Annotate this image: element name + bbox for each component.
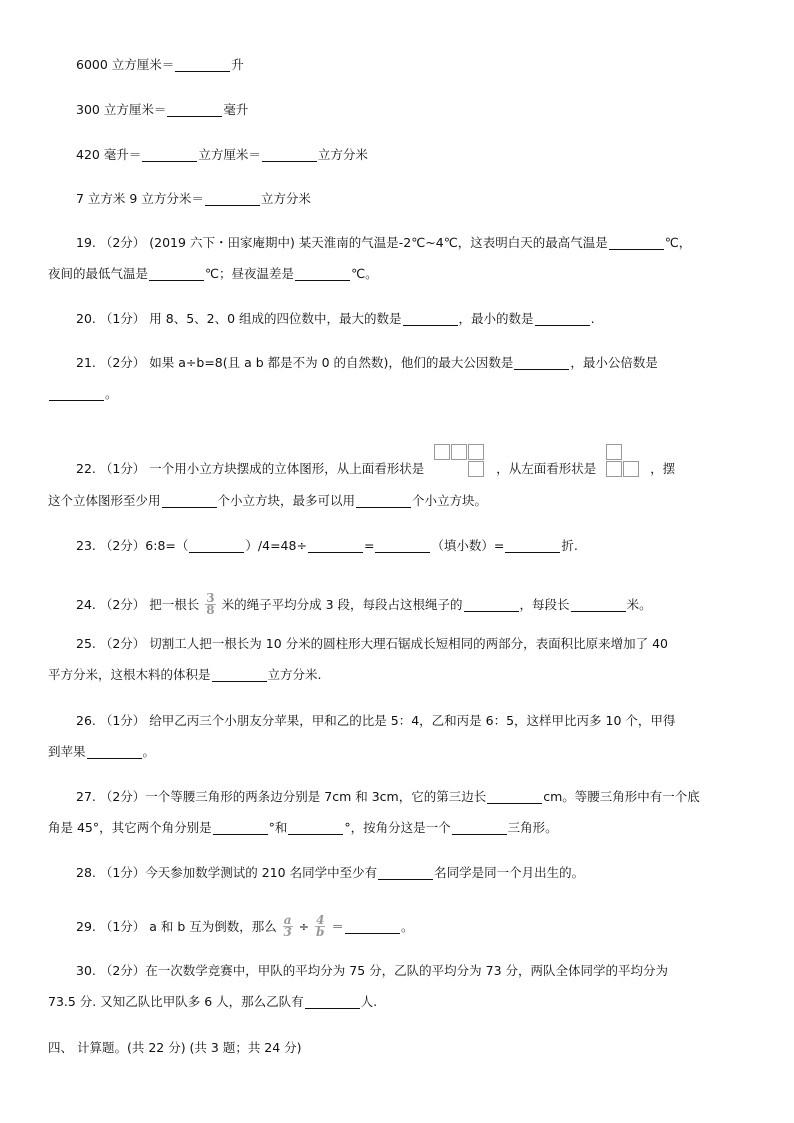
question-line bbox=[76, 232, 691, 252]
question-text: 6000 立方厘米＝ bbox=[76, 57, 175, 72]
question-line bbox=[48, 991, 377, 1011]
answer-blank[interactable] bbox=[378, 865, 433, 880]
question-text: ，摆 bbox=[650, 461, 676, 476]
answer-blank[interactable] bbox=[205, 191, 260, 206]
question-text: 折. bbox=[561, 538, 578, 553]
question-text: ，从左面看形状是 bbox=[496, 461, 597, 476]
question-line bbox=[76, 54, 244, 74]
question-text: 夜间的最低气温是 bbox=[48, 266, 149, 281]
question-text: 420 毫升＝ bbox=[76, 147, 142, 162]
question-text: = bbox=[363, 537, 375, 553]
question-text: 到苹果 bbox=[48, 744, 86, 759]
question-text: . bbox=[590, 310, 595, 326]
question-text: 人. bbox=[360, 994, 378, 1009]
question-text: 27. （2分）一个等腰三角形的两条边分别是 7cm 和 3cm，它的第三边长 bbox=[76, 789, 487, 804]
question-text: ℃；昼夜温差是 bbox=[205, 266, 295, 281]
top-view-figure bbox=[434, 444, 486, 478]
cube-square bbox=[606, 461, 622, 477]
question-text: 22. （1分） 一个用小立方块摆成的立体图形，从上面看形状是 bbox=[76, 461, 425, 476]
question-text: 米。 bbox=[626, 597, 652, 612]
answer-blank[interactable] bbox=[356, 493, 411, 508]
fraction-numerator: a bbox=[283, 912, 292, 927]
question-line bbox=[76, 352, 658, 372]
answer-blank[interactable] bbox=[288, 820, 343, 835]
question-text: 7 立方米 9 立方分米＝ bbox=[76, 191, 204, 206]
question-line bbox=[76, 862, 584, 882]
question-line bbox=[76, 99, 248, 119]
question-text: 20. （1分） 用 8、5、2、0 组成的四位数中，最大的数是 bbox=[76, 311, 402, 326]
answer-blank[interactable] bbox=[464, 597, 519, 612]
question-text: 30. （2分）在一次数学竞赛中，甲队的平均分为 75 分，乙队的平均分为 73 分，两队全体同学的平均分为 bbox=[76, 963, 669, 978]
question-text: 21. （2分） 如果 a÷b=8(且 a b 都是不为 0 的自然数)，他们的最大公因数是 bbox=[76, 355, 514, 370]
question-line bbox=[76, 458, 675, 478]
fraction-denominator: 3 bbox=[283, 924, 292, 939]
question-line bbox=[76, 144, 368, 164]
cube-square bbox=[623, 461, 639, 477]
answer-blank[interactable] bbox=[535, 311, 590, 326]
question-text: 毫升 bbox=[223, 102, 249, 117]
question-line bbox=[76, 188, 311, 208]
question-text: 个小立方块。 bbox=[412, 493, 488, 508]
question-line bbox=[76, 590, 652, 617]
answer-blank[interactable] bbox=[305, 994, 360, 1009]
answer-blank[interactable] bbox=[213, 820, 268, 835]
answer-blank[interactable] bbox=[375, 538, 430, 553]
answer-blank[interactable] bbox=[142, 147, 197, 162]
fraction bbox=[283, 912, 293, 939]
question-line bbox=[48, 817, 558, 837]
question-text: 个小立方块，最多可以用 bbox=[217, 493, 356, 508]
question-text: 24. （2分） 把一根长 bbox=[76, 597, 200, 612]
answer-blank[interactable] bbox=[345, 919, 400, 934]
question-text: 四、 计算题。(共 22 分) (共 3 题；共 24 分) bbox=[48, 1040, 302, 1055]
answer-blank[interactable] bbox=[189, 538, 244, 553]
question-text: 23. （2分）6:8=（ bbox=[76, 538, 189, 553]
question-text: 26. （1分） 给甲乙丙三个小朋友分苹果，甲和乙的比是 5：4，乙和丙是 6：5，这样甲比丙多 10 个，甲得 bbox=[76, 713, 676, 728]
section-heading bbox=[48, 1037, 302, 1057]
question-text: 。 bbox=[105, 386, 118, 401]
left-view-figure bbox=[606, 444, 640, 478]
question-line bbox=[76, 633, 668, 653]
fraction-numerator: 4 bbox=[316, 912, 325, 927]
fraction-denominator: b bbox=[316, 924, 325, 939]
question-text: 25. （2分） 切割工人把一根长为 10 分米的圆柱形大理石锯成长短相同的两部分，表面积比原来增加了 40 bbox=[76, 636, 669, 651]
question-line bbox=[48, 664, 322, 684]
question-text: °，按角分这是一个 bbox=[344, 820, 451, 835]
question-line bbox=[48, 263, 378, 283]
cube-square bbox=[434, 444, 450, 460]
question-text: 升 bbox=[231, 57, 244, 72]
question-line bbox=[76, 535, 578, 555]
question-text: 19. （2分） (2019 六下・田家庵期中) 某天淮南的气温是-2℃~4℃，这表明白天的最高气温是 bbox=[76, 235, 608, 250]
question-text: ℃。 bbox=[351, 266, 378, 281]
question-text: ，最小公倍数是 bbox=[570, 355, 658, 370]
question-text: ，每段长 bbox=[519, 597, 570, 612]
question-text: （填小数）= bbox=[431, 538, 505, 553]
answer-blank[interactable] bbox=[571, 597, 626, 612]
question-text: 立方分米 bbox=[260, 191, 311, 206]
answer-blank[interactable] bbox=[487, 789, 542, 804]
question-line bbox=[76, 960, 668, 980]
answer-blank[interactable] bbox=[162, 493, 217, 508]
answer-blank[interactable] bbox=[262, 147, 317, 162]
question-text: 角是 45°，其它两个角分别是 bbox=[48, 820, 212, 835]
question-line bbox=[76, 786, 700, 806]
question-line bbox=[48, 741, 155, 761]
cube-square bbox=[451, 444, 467, 460]
question-text: 29. （1分） a 和 b 互为倒数，那么 bbox=[76, 919, 277, 934]
question-line bbox=[76, 912, 414, 939]
answer-blank[interactable] bbox=[87, 744, 142, 759]
fraction bbox=[205, 590, 215, 617]
answer-blank[interactable] bbox=[609, 235, 664, 250]
answer-blank[interactable] bbox=[505, 538, 560, 553]
answer-blank[interactable] bbox=[167, 102, 222, 117]
fraction-denominator: 8 bbox=[206, 602, 215, 617]
question-text: 立方分米. bbox=[267, 667, 322, 682]
question-text: 。 bbox=[400, 919, 414, 934]
cube-square bbox=[468, 444, 484, 460]
question-line bbox=[48, 490, 487, 510]
question-text: 28. （1分）今天参加数学测试的 210 名同学中至少有 bbox=[76, 865, 378, 880]
question-text: 立方分米 bbox=[317, 147, 368, 162]
question-text: 平方分米，这根木料的体积是 bbox=[48, 667, 211, 682]
answer-blank[interactable] bbox=[514, 355, 569, 370]
question-text: 73.5 分. 又知乙队比甲队多 6 人，那么乙队有 bbox=[48, 994, 304, 1009]
question-text: 名同学是同一个月出生的。 bbox=[434, 865, 585, 880]
fraction bbox=[315, 912, 325, 939]
answer-blank[interactable] bbox=[175, 57, 230, 72]
question-text: 三角形。 bbox=[507, 820, 558, 835]
answer-blank[interactable] bbox=[212, 667, 267, 682]
question-line bbox=[76, 308, 595, 328]
answer-blank[interactable] bbox=[49, 386, 104, 401]
question-text: ）/4=48÷ bbox=[245, 538, 307, 553]
answer-blank[interactable] bbox=[308, 538, 363, 553]
answer-blank[interactable] bbox=[295, 266, 350, 281]
question-text: 300 立方厘米＝ bbox=[76, 102, 167, 117]
answer-blank[interactable] bbox=[149, 266, 204, 281]
question-text: ，最小的数是 bbox=[458, 311, 534, 326]
question-text: 这个立体图形至少用 bbox=[48, 493, 161, 508]
question-line bbox=[48, 383, 118, 403]
cube-square bbox=[606, 444, 622, 460]
question-text: 米的绳子平均分成 3 段，每段占这根绳子的 bbox=[221, 597, 463, 612]
fraction-numerator: 3 bbox=[206, 590, 215, 605]
question-text: ÷ bbox=[298, 918, 310, 934]
answer-blank[interactable] bbox=[452, 820, 507, 835]
question-text: ＝ bbox=[331, 919, 344, 934]
question-line bbox=[76, 710, 675, 730]
question-text: 立方厘米＝ bbox=[198, 147, 261, 162]
question-text: ℃， bbox=[664, 235, 692, 250]
cube-square bbox=[468, 461, 484, 477]
question-text: °和 bbox=[268, 820, 288, 835]
question-text: cm。等腰三角形中有一个底 bbox=[543, 789, 700, 804]
question-text: 。 bbox=[142, 744, 156, 759]
answer-blank[interactable] bbox=[403, 311, 458, 326]
